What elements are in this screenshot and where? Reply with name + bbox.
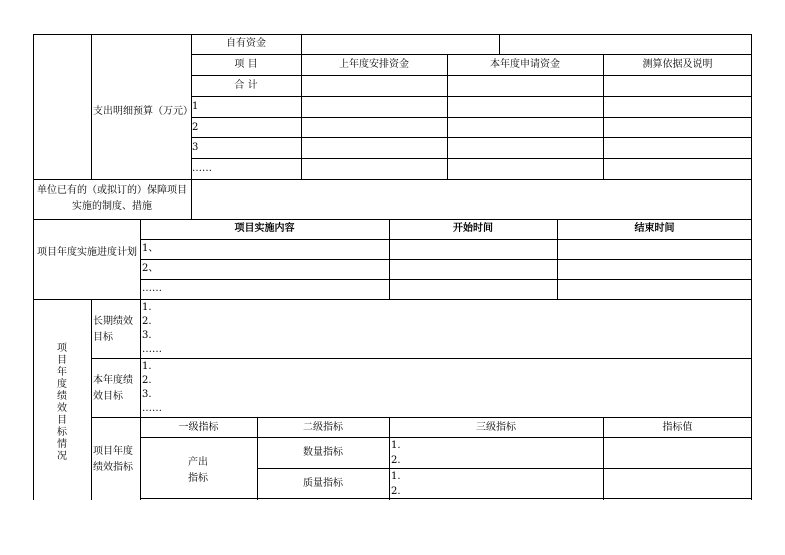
own-funds-label: 自有资金 bbox=[226, 38, 266, 49]
schedule-label: 项目年度实施进度计划 bbox=[37, 247, 137, 258]
output-indicator-label: 产出指标 bbox=[188, 457, 208, 484]
rule bbox=[140, 498, 752, 499]
long-term-label: 长期绩效目标 bbox=[93, 316, 133, 343]
quantity-indicator-label: 数量指标 bbox=[303, 447, 343, 458]
long-term-item: 3. bbox=[142, 330, 152, 341]
col-header-item: 项 目 bbox=[234, 59, 258, 70]
indicator-header-level3: 三级指标 bbox=[476, 422, 516, 433]
indicator-label: 项目年度绩效指标 bbox=[93, 446, 133, 473]
rule bbox=[447, 54, 448, 179]
rule bbox=[140, 299, 141, 500]
rule bbox=[191, 117, 752, 118]
col-header-this-year: 本年度申请资金 bbox=[490, 59, 560, 70]
annual-item: 1. bbox=[142, 361, 152, 372]
rule bbox=[140, 259, 752, 260]
rule bbox=[91, 299, 92, 500]
rule bbox=[33, 179, 752, 180]
schedule-header-content: 项目实施内容 bbox=[234, 223, 295, 234]
annual-item: …… bbox=[142, 403, 162, 414]
col-header-last-year: 上年度安排资金 bbox=[339, 59, 409, 70]
rule bbox=[191, 54, 752, 55]
guarantee-label: 单位已有的（或拟订的）保障项目实施的制度、措施 bbox=[37, 185, 187, 212]
budget-row-label: …… bbox=[192, 163, 212, 174]
rule bbox=[499, 34, 500, 55]
budget-row-label: 2 bbox=[192, 122, 199, 133]
detail-budget-label: 支出明细预算（万元） bbox=[93, 106, 193, 117]
annual-item: 2. bbox=[142, 375, 152, 386]
schedule-header-end: 结束时间 bbox=[634, 223, 675, 234]
rule bbox=[140, 279, 752, 280]
schedule-row-label: 2、 bbox=[142, 263, 159, 274]
col-header-basis: 测算依据及说明 bbox=[642, 59, 713, 70]
schedule-row-label: …… bbox=[142, 283, 162, 294]
long-term-item: 1. bbox=[142, 302, 152, 313]
schedule-header-start: 开始时间 bbox=[453, 223, 493, 234]
quality-item: 2. bbox=[391, 486, 401, 497]
rule bbox=[191, 179, 192, 219]
quantity-item: 2. bbox=[391, 455, 401, 466]
annual-item: 3. bbox=[142, 389, 152, 400]
rule bbox=[191, 137, 752, 138]
schedule-row-label: 1、 bbox=[142, 243, 159, 254]
rule bbox=[140, 239, 752, 240]
rule bbox=[140, 437, 752, 438]
rule bbox=[301, 34, 302, 179]
rule bbox=[91, 358, 752, 359]
rule bbox=[603, 54, 604, 179]
performance-label: 项目年度绩效目标情况 bbox=[57, 343, 67, 462]
quality-item: 1. bbox=[391, 471, 401, 482]
rule bbox=[191, 158, 752, 159]
budget-row-label: 1 bbox=[192, 101, 199, 112]
annual-label: 本年度绩效目标 bbox=[93, 375, 133, 402]
budget-row-label: 3 bbox=[192, 142, 199, 153]
indicator-header-level1: 一级指标 bbox=[178, 422, 219, 433]
rule bbox=[257, 468, 752, 469]
rule bbox=[91, 34, 92, 179]
quantity-item: 1. bbox=[391, 440, 401, 451]
quality-indicator-label: 质量指标 bbox=[303, 478, 343, 489]
indicator-header-level2: 二级指标 bbox=[303, 422, 343, 433]
rule bbox=[191, 75, 752, 76]
long-term-item: 2. bbox=[142, 316, 152, 327]
rule bbox=[191, 96, 752, 97]
rule bbox=[91, 417, 752, 418]
long-term-item: …… bbox=[142, 344, 162, 355]
total-label: 合 计 bbox=[234, 80, 258, 91]
indicator-header-value: 指标值 bbox=[662, 422, 693, 433]
